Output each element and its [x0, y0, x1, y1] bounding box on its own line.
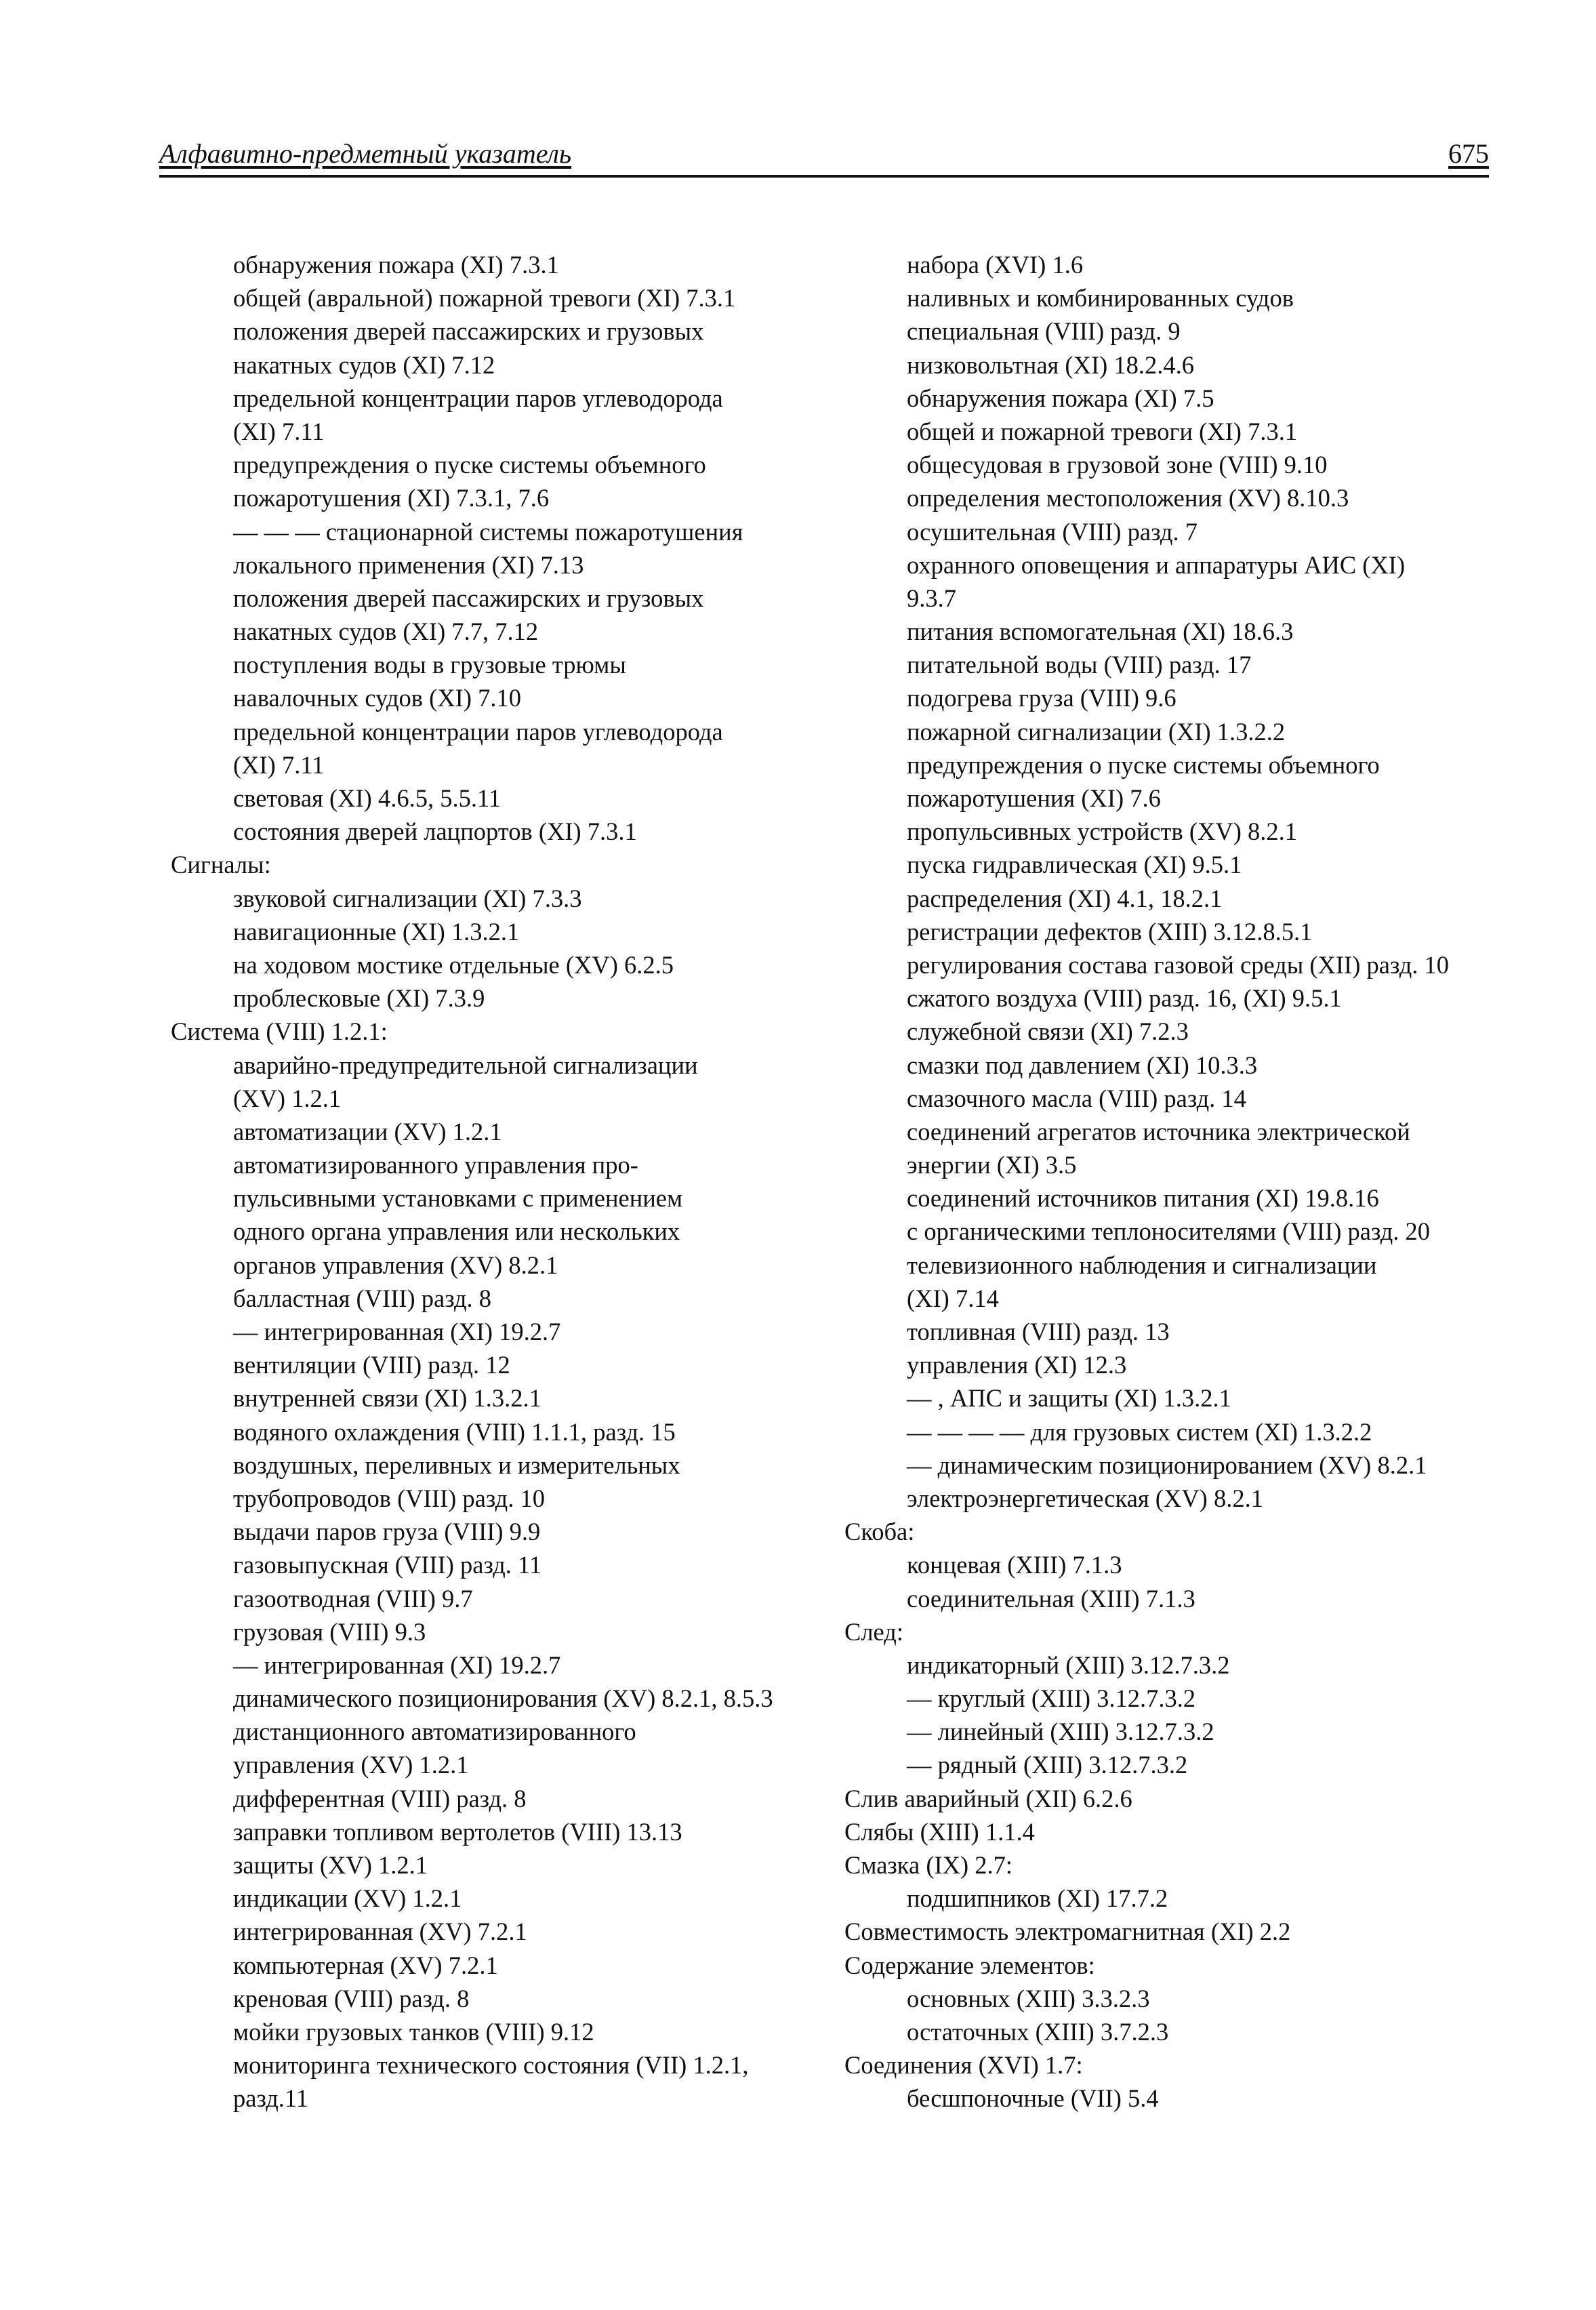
index-entry: креновая (VIII) разд. 8 — [233, 1984, 470, 2012]
index-entry: обнаружения пожара (XI) 7.5 — [907, 384, 1214, 412]
index-entry: — линейный (XIII) 3.12.7.3.2 — [907, 1718, 1214, 1746]
index-entry: заправки топливом вертолетов (VIII) 13.13 — [233, 1817, 682, 1846]
index-entry: электроэнергетическая (XV) 8.2.1 — [907, 1484, 1263, 1512]
index-entry: трубопроводов (VIII) разд. 10 — [233, 1484, 545, 1512]
index-entry: дистанционного автоматизированного — [233, 1718, 636, 1746]
index-entry: управления (XI) 12.3 — [907, 1351, 1127, 1379]
index-heading: Совместимость электромагнитная (XI) 2.2 — [844, 1918, 1291, 1946]
index-entry: накатных судов (XI) 7.7, 7.12 — [233, 617, 539, 646]
index-entry: дифферентная (VIII) разд. 8 — [233, 1784, 527, 1812]
index-entry: с органическими теплоносителями (VIII) разд. 20 — [907, 1217, 1431, 1246]
index-entry: бесшпоночные (VII) 5.4 — [907, 2084, 1159, 2113]
index-entry: грузовая (VIII) 9.3 — [233, 1617, 426, 1646]
index-entry: индикаторный (XIII) 3.12.7.3.2 — [907, 1650, 1230, 1679]
index-entry: газоотводная (VIII) 9.7 — [233, 1584, 473, 1613]
index-entry: предупреждения о пуске системы объемного — [233, 451, 706, 479]
index-entry: газовыпускная (VIII) разд. 11 — [233, 1551, 542, 1579]
index-entry: вентиляции (VIII) разд. 12 — [233, 1351, 510, 1379]
index-entry: индикации (XV) 1.2.1 — [233, 1884, 462, 1913]
index-entry: служебной связи (XI) 7.2.3 — [907, 1017, 1189, 1046]
index-entry: (XI) 7.14 — [907, 1284, 999, 1312]
index-heading: След: — [844, 1617, 903, 1646]
index-entry: питания вспомогательная (XI) 18.6.3 — [907, 617, 1294, 646]
index-entry: поступления воды в грузовые трюмы — [233, 651, 626, 679]
index-entry: предупреждения о пуске системы объемного — [907, 750, 1380, 779]
index-entry: подшипников (XI) 17.7.2 — [907, 1884, 1168, 1913]
index-entry: балластная (VIII) разд. 8 — [233, 1284, 492, 1312]
index-entry: наливных и комбинированных судов — [907, 284, 1294, 312]
index-entry: сжатого воздуха (VIII) разд. 16, (XI) 9.5.1 — [907, 984, 1342, 1013]
index-entry: определения местоположения (XV) 8.10.3 — [907, 484, 1349, 512]
index-entry: положения дверей пассажирских и грузовых — [233, 317, 704, 346]
index-entry: охранного оповещения и аппаратуры АИС (XI) — [907, 550, 1406, 579]
index-entry: органов управления (XV) 8.2.1 — [233, 1251, 558, 1279]
index-heading: Соединения (XVI) 1.7: — [844, 2051, 1083, 2080]
index-entry: управления (XV) 1.2.1 — [233, 1751, 469, 1779]
index-entry: специальная (VIII) разд. 9 — [907, 317, 1181, 346]
index-entry: автоматизированного управления про- — [233, 1151, 638, 1179]
index-entry: компьютерная (XV) 7.2.1 — [233, 1951, 498, 1979]
index-column-left — [171, 248, 821, 2115]
index-entry: предельной концентрации паров углеводорода — [233, 384, 723, 412]
index-entry: динамического позиционирования (XV) 8.2.1, 8.5.3 — [233, 1684, 773, 1713]
index-entry: пульсивными установками с применением — [233, 1184, 683, 1213]
index-entry: на ходовом мостике отдельные (XV) 6.2.5 — [233, 950, 674, 979]
index-entry: подогрева груза (VIII) 9.6 — [907, 684, 1176, 712]
index-entry: мойки грузовых танков (VIII) 9.12 — [233, 2017, 594, 2046]
index-entry: энергии (XI) 3.5 — [907, 1151, 1077, 1179]
index-entry: водяного охлаждения (VIII) 1.1.1, разд. 15 — [233, 1417, 676, 1446]
index-entry: состояния дверей лацпортов (XI) 7.3.1 — [233, 817, 637, 846]
index-entry: — рядный (XIII) 3.12.7.3.2 — [907, 1751, 1188, 1779]
index-entry: — интегрированная (XI) 19.2.7 — [233, 1650, 561, 1679]
index-entry: — — — — для грузовых систем (XI) 1.3.2.2 — [907, 1417, 1372, 1446]
index-entry: набора (XVI) 1.6 — [907, 251, 1084, 279]
index-heading: Содержание элементов: — [844, 1951, 1095, 1979]
page-header — [159, 130, 1489, 178]
index-entry: телевизионного наблюдения и сигнализации — [907, 1251, 1377, 1279]
index-entry: выдачи паров груза (VIII) 9.9 — [233, 1518, 541, 1546]
index-entry: предельной концентрации паров углеводорода — [233, 717, 723, 746]
index-heading: Слябы (XIII) 1.1.4 — [844, 1817, 1035, 1846]
index-entry: световая (XI) 4.6.5, 5.5.11 — [233, 784, 502, 812]
index-entry: концевая (XIII) 7.1.3 — [907, 1551, 1122, 1579]
index-entry: топливная (VIII) разд. 13 — [907, 1318, 1170, 1345]
index-entry: смазочного масла (VIII) разд. 14 — [907, 1084, 1246, 1112]
index-entry: (XI) 7.11 — [233, 417, 325, 445]
index-heading: Смазка (IX) 2.7: — [844, 1851, 1013, 1879]
index-entry: — динамическим позиционированием (XV) 8.2.1 — [907, 1451, 1427, 1479]
index-entry: навалочных судов (XI) 7.10 — [233, 684, 521, 712]
index-entry: — , АПС и защиты (XI) 1.3.2.1 — [907, 1384, 1231, 1413]
index-entry: пуска гидравлическая (XI) 9.5.1 — [907, 851, 1242, 879]
index-entry: пожаротушения (XI) 7.6 — [907, 784, 1161, 812]
index-heading: Скоба: — [844, 1518, 915, 1546]
index-entry: регистрации дефектов (XIII) 3.12.8.5.1 — [907, 917, 1313, 946]
index-entry: — интегрированная (XI) 19.2.7 — [233, 1318, 561, 1345]
index-column-right — [844, 248, 1495, 2115]
index-entry: пожарной сигнализации (XI) 1.3.2.2 — [907, 717, 1286, 746]
index-entry: общей (авральной) пожарной тревоги (XI) 7.3.1 — [233, 284, 736, 312]
index-entry: соединений агрегатов источника электрической — [907, 1117, 1410, 1146]
index-entry: — круглый (XIII) 3.12.7.3.2 — [907, 1684, 1196, 1713]
index-entry: остаточных (XIII) 3.7.2.3 — [907, 2017, 1169, 2046]
index-entry: воздушных, переливных и измерительных — [233, 1451, 680, 1479]
index-heading: Слив аварийный (XII) 6.2.6 — [844, 1784, 1132, 1812]
index-entry: соединительная (XIII) 7.1.3 — [907, 1584, 1195, 1613]
index-entry: низковольтная (XI) 18.2.4.6 — [907, 350, 1195, 379]
index-entry: смазки под давлением (XI) 10.3.3 — [907, 1051, 1258, 1079]
index-entry: разд.11 — [233, 2084, 309, 2113]
index-entry: обнаружения пожара (XI) 7.3.1 — [233, 251, 559, 279]
page-number: 675 — [1448, 138, 1489, 169]
index-entry: — — — стационарной системы пожаротушения — [233, 517, 743, 546]
index-entry: распределения (XI) 4.1, 18.2.1 — [907, 884, 1223, 912]
index-entry: положения дверей пассажирских и грузовых — [233, 584, 704, 612]
running-title: Алфавитно-предметный указатель — [159, 138, 572, 169]
index-entry: внутренней связи (XI) 1.3.2.1 — [233, 1384, 541, 1413]
index-entry: мониторинга технического состояния (VII) 1.2.1, — [233, 2051, 749, 2080]
index-entry: пожаротушения (XI) 7.3.1, 7.6 — [233, 484, 550, 512]
index-entry: питательной воды (VIII) разд. 17 — [907, 651, 1252, 679]
index-entry: соединений источников питания (XI) 19.8.16 — [907, 1184, 1379, 1213]
index-entry: аварийно-предупредительной сигнализации — [233, 1051, 698, 1079]
index-entry: (XI) 7.11 — [233, 750, 325, 779]
index-entry: автоматизации (XV) 1.2.1 — [233, 1117, 502, 1146]
index-entry: основных (XIII) 3.3.2.3 — [907, 1984, 1150, 2012]
index-entry: (XV) 1.2.1 — [233, 1084, 342, 1112]
index-entry: защиты (XV) 1.2.1 — [233, 1851, 428, 1879]
index-entry: звуковой сигнализации (XI) 7.3.3 — [233, 884, 582, 912]
index-entry: 9.3.7 — [907, 584, 956, 612]
index-heading: Система (VIII) 1.2.1: — [171, 1017, 388, 1046]
index-entry: интегрированная (XV) 7.2.1 — [233, 1918, 527, 1946]
index-entry: общесудовая в грузовой зоне (VIII) 9.10 — [907, 451, 1328, 479]
index-entry: локального применения (XI) 7.13 — [233, 550, 584, 579]
index-entry: осушительная (VIII) разд. 7 — [907, 517, 1198, 546]
index-entry: накатных судов (XI) 7.12 — [233, 350, 495, 379]
index-entry: проблесковые (XI) 7.3.9 — [233, 984, 485, 1013]
index-entry: навигационные (XI) 1.3.2.1 — [233, 917, 520, 946]
index-entry: пропульсивных устройств (XV) 8.2.1 — [907, 817, 1298, 846]
index-entry: одного органа управления или нескольких — [233, 1217, 680, 1246]
index-entry: общей и пожарной тревоги (XI) 7.3.1 — [907, 417, 1298, 445]
index-entry: регулирования состава газовой среды (XII) разд. 10 — [907, 950, 1450, 979]
index-heading: Сигналы: — [171, 851, 271, 879]
